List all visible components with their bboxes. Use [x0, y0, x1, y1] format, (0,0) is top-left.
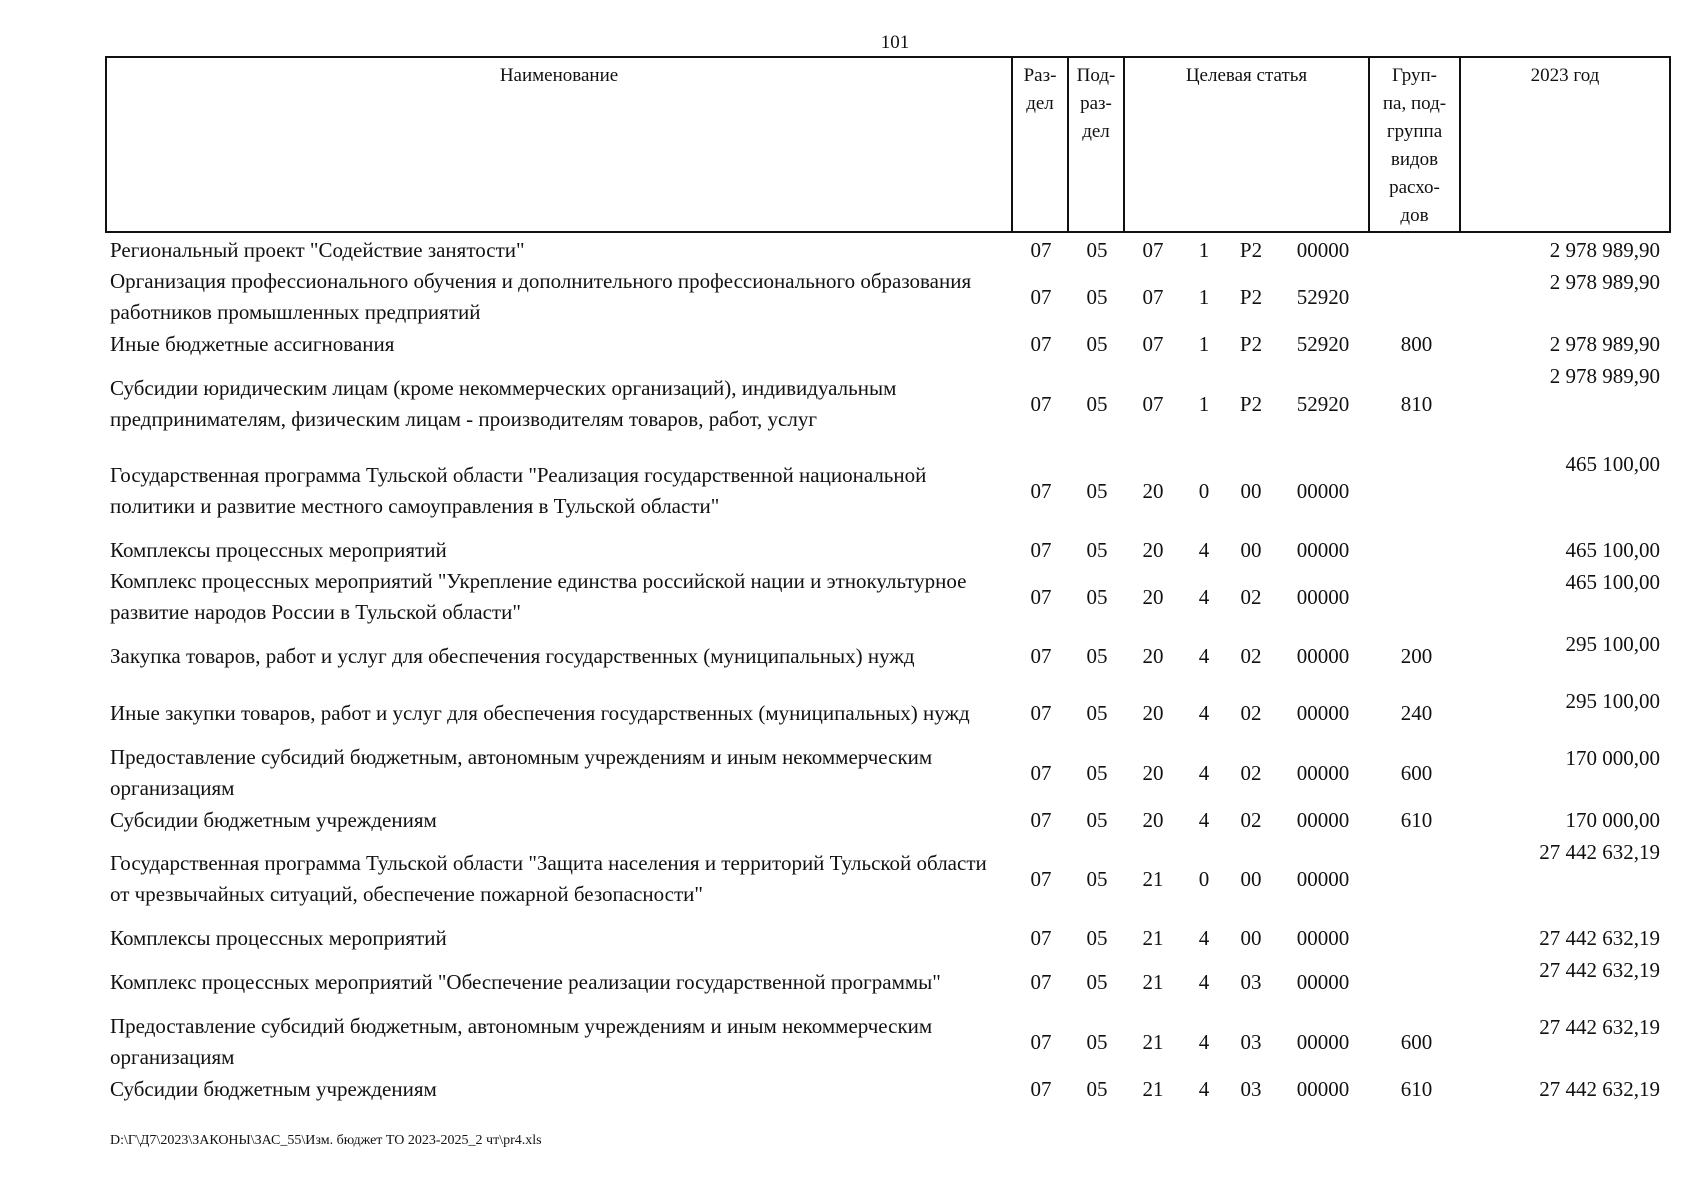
row-cs3: Р2	[1239, 391, 1263, 416]
row-cs2: 1	[1198, 391, 1210, 416]
row-razdel: 07	[1030, 1029, 1052, 1054]
row-name: Государственная программа Тульской области "Защита населения и территорий Тульской области от чрезвычайных ситуаций, обеспечение пожарной безопасности"	[110, 851, 987, 906]
table-row	[105, 534, 1672, 566]
row-cs4: 00000	[1296, 807, 1350, 832]
row-cs3: 00	[1240, 537, 1262, 562]
row-cs4: 00000	[1296, 644, 1350, 668]
row-cs3: 02	[1240, 760, 1262, 785]
row-cs4: 00000	[1296, 237, 1350, 262]
row-podrazdel: 05	[1086, 760, 1108, 785]
row-cs4: 52920	[1296, 284, 1350, 309]
table-row	[105, 566, 1672, 628]
row-amount: 465 100,00	[1565, 570, 1660, 594]
row-name: Комплекс процессных мероприятий "Обеспечение реализации государственной программы"	[110, 970, 941, 994]
row-podrazdel: 05	[1086, 284, 1108, 309]
row-name: Иные закупки товаров, работ и услуг для обеспечения государственных (муниципальных) нужд	[110, 701, 970, 725]
row-razdel: 07	[1030, 807, 1052, 832]
row-vr	[1371, 922, 1462, 954]
row-cs3: 00	[1240, 478, 1262, 503]
row-cs3: 03	[1240, 1029, 1262, 1054]
table-row	[105, 628, 1672, 685]
row-cs1: 21	[1142, 1029, 1164, 1054]
row-name: Субсидии юридическим лицам (кроме некоммерческих организаций), индивидуальным предпринимателям, физическим лицам - производителям товаров, работ, услуг	[110, 376, 897, 431]
row-cs4: 00000	[1296, 478, 1350, 503]
row-amount: 2 978 989,90	[1549, 238, 1660, 262]
row-cs1: 21	[1142, 925, 1164, 950]
row-cs1: 20	[1142, 701, 1164, 725]
row-cs2: 4	[1198, 760, 1210, 785]
row-amount: 2 978 989,90	[1549, 332, 1660, 356]
table-row	[105, 804, 1672, 836]
row-vr: 240	[1400, 701, 1433, 725]
row-cs3: 03	[1240, 1076, 1262, 1101]
row-amount: 27 442 632,19	[1539, 926, 1660, 950]
row-cs4: 00000	[1296, 584, 1350, 609]
row-cs2: 4	[1198, 1029, 1210, 1054]
row-razdel: 07	[1030, 970, 1052, 994]
table-row	[105, 922, 1672, 954]
row-cs3: 00	[1240, 925, 1262, 950]
row-podrazdel: 05	[1086, 237, 1108, 262]
row-razdel: 07	[1030, 237, 1052, 262]
row-name: Организация профессионального обучения и дополнительного профессионального образования работников промышленных предприятий	[110, 269, 972, 324]
row-vr: 200	[1400, 644, 1433, 668]
table-row	[105, 1073, 1672, 1105]
row-amount: 465 100,00	[1565, 452, 1660, 476]
row-cs1: 21	[1142, 970, 1164, 994]
row-cs1: 20	[1142, 760, 1164, 785]
row-vr	[1371, 266, 1462, 328]
row-razdel: 07	[1030, 1076, 1052, 1101]
row-name: Закупка товаров, работ и услуг для обеспечения государственных (муниципальных) нужд	[110, 644, 915, 668]
row-cs4: 00000	[1296, 866, 1350, 891]
row-vr: 600	[1400, 1029, 1433, 1054]
row-amount: 27 442 632,19	[1539, 1077, 1660, 1101]
row-name: Комплексы процессных мероприятий	[110, 925, 447, 950]
row-name: Комплекс процессных мероприятий "Укрепление единства российской нации и этнокультурное развитие народов России в Тульской области"	[110, 569, 967, 624]
row-razdel: 07	[1030, 391, 1052, 416]
row-amount: 2 978 989,90	[1549, 270, 1660, 294]
row-name: Субсидии бюджетным учреждениям	[110, 807, 437, 832]
row-podrazdel: 05	[1086, 807, 1108, 832]
row-razdel: 07	[1030, 584, 1052, 609]
table-row	[105, 954, 1672, 1011]
table-row	[105, 836, 1672, 922]
row-vr: 610	[1400, 1076, 1433, 1101]
row-cs2: 1	[1198, 284, 1210, 309]
row-cs3: 00	[1240, 866, 1262, 891]
row-cs2: 4	[1198, 537, 1210, 562]
file-path-footer: D:\Г\Д7\2023\ЗАКОНЫ\ЗАС_55\Изм. бюджет ТО 2023-2025_2 чт\pr4.xls	[110, 1133, 542, 1148]
row-cs3: Р2	[1239, 237, 1263, 262]
row-cs1: 07	[1142, 284, 1164, 309]
budget-table	[105, 234, 1672, 1105]
row-amount: 27 442 632,19	[1539, 840, 1660, 864]
row-razdel: 07	[1030, 284, 1052, 309]
row-name: Комплексы процессных мероприятий	[110, 537, 447, 562]
header-razdel: Раз- дел	[1012, 57, 1068, 232]
row-cs4: 00000	[1296, 701, 1350, 725]
row-cs2: 0	[1198, 866, 1210, 891]
row-vr	[1371, 234, 1462, 266]
row-cs2: 4	[1198, 925, 1210, 950]
row-cs2: 4	[1198, 584, 1210, 609]
row-razdel: 07	[1030, 537, 1052, 562]
row-cs1: 20	[1142, 478, 1164, 503]
row-cs2: 4	[1198, 1076, 1210, 1101]
row-podrazdel: 05	[1086, 537, 1108, 562]
header-podrazdel: Под- раз- дел	[1068, 57, 1124, 232]
row-cs2: 1	[1198, 331, 1210, 356]
row-cs1: 07	[1142, 331, 1164, 356]
row-razdel: 07	[1030, 866, 1052, 891]
row-razdel: 07	[1030, 331, 1052, 356]
row-cs4: 00000	[1296, 1029, 1350, 1054]
row-cs2: 4	[1198, 970, 1210, 994]
row-vr: 600	[1400, 760, 1433, 785]
table-row	[105, 266, 1672, 328]
row-podrazdel: 05	[1086, 644, 1108, 668]
row-cs4: 00000	[1296, 537, 1350, 562]
row-cs3: Р2	[1239, 284, 1263, 309]
row-cs4: 00000	[1296, 1076, 1350, 1101]
row-vr	[1371, 954, 1462, 1011]
table-row	[105, 360, 1672, 448]
row-cs2: 1	[1198, 237, 1210, 262]
row-amount: 295 100,00	[1565, 689, 1660, 713]
row-vr: 800	[1400, 331, 1433, 356]
row-amount: 170 000,00	[1565, 808, 1660, 832]
row-cs1: 07	[1142, 237, 1164, 262]
row-cs4: 00000	[1296, 760, 1350, 785]
row-cs4: 00000	[1296, 970, 1350, 994]
table-row	[105, 234, 1672, 266]
table-row	[105, 448, 1672, 534]
row-cs4: 00000	[1296, 925, 1350, 950]
row-cs1: 20	[1142, 644, 1164, 668]
row-cs3: 02	[1240, 807, 1262, 832]
row-amount: 170 000,00	[1565, 746, 1660, 770]
row-amount: 27 442 632,19	[1539, 958, 1660, 982]
row-razdel: 07	[1030, 478, 1052, 503]
row-cs3: 02	[1240, 701, 1262, 725]
row-cs2: 4	[1198, 807, 1210, 832]
table-row	[105, 742, 1672, 804]
table-row	[105, 1011, 1672, 1073]
row-podrazdel: 05	[1086, 391, 1108, 416]
row-razdel: 07	[1030, 644, 1052, 668]
row-vr: 810	[1400, 391, 1433, 416]
row-vr	[1371, 448, 1462, 534]
row-podrazdel: 05	[1086, 478, 1108, 503]
header-celevaya-statya: Целевая статья	[1124, 57, 1369, 232]
row-podrazdel: 05	[1086, 970, 1108, 994]
row-razdel: 07	[1030, 925, 1052, 950]
row-vr	[1371, 534, 1462, 566]
row-name: Государственная программа Тульской области "Реализация государственной национальной политики и развитие местного самоуправления в Тульской области"	[110, 463, 927, 518]
row-amount: 27 442 632,19	[1539, 1015, 1660, 1039]
row-vr	[1371, 836, 1462, 922]
row-name: Предоставление субсидий бюджетным, автономным учреждениям и иным некоммерческим организациям	[110, 745, 933, 800]
header-gruppa-vidov-rashodov: Груп- па, под- группа видов расхо- дов	[1369, 57, 1460, 232]
row-podrazdel: 05	[1086, 331, 1108, 356]
row-cs3: Р2	[1239, 331, 1263, 356]
row-cs1: 20	[1142, 537, 1164, 562]
row-podrazdel: 05	[1086, 584, 1108, 609]
row-cs1: 21	[1142, 866, 1164, 891]
page-number: 101	[880, 32, 910, 53]
header-name: Наименование	[106, 57, 1012, 232]
row-cs2: 4	[1198, 701, 1210, 725]
row-cs3: 02	[1240, 584, 1262, 609]
row-name: Региональный проект "Содействие занятости"	[110, 237, 525, 262]
row-podrazdel: 05	[1086, 1076, 1108, 1101]
table-header	[105, 56, 1671, 233]
header-year: 2023 год	[1460, 57, 1670, 232]
row-razdel: 07	[1030, 760, 1052, 785]
row-name: Иные бюджетные ассигнования	[110, 331, 395, 356]
row-vr	[1371, 566, 1462, 628]
row-cs1: 20	[1142, 807, 1164, 832]
row-name: Предоставление субсидий бюджетным, автономным учреждениям и иным некоммерческим организациям	[110, 1014, 933, 1069]
row-amount: 295 100,00	[1565, 632, 1660, 656]
row-cs1: 21	[1142, 1076, 1164, 1101]
row-cs2: 0	[1198, 478, 1210, 503]
row-cs2: 4	[1198, 644, 1210, 668]
row-cs1: 20	[1142, 584, 1164, 609]
row-razdel: 07	[1030, 701, 1052, 725]
row-podrazdel: 05	[1086, 925, 1108, 950]
row-vr: 610	[1400, 807, 1433, 832]
row-amount: 465 100,00	[1565, 538, 1660, 562]
row-cs3: 03	[1240, 970, 1262, 994]
table-row	[105, 328, 1672, 360]
row-cs4: 52920	[1296, 391, 1350, 416]
row-amount: 2 978 989,90	[1549, 364, 1660, 388]
row-cs3: 02	[1240, 644, 1262, 668]
row-cs4: 52920	[1296, 331, 1350, 356]
row-name: Субсидии бюджетным учреждениям	[110, 1076, 437, 1101]
row-podrazdel: 05	[1086, 1029, 1108, 1054]
row-podrazdel: 05	[1086, 866, 1108, 891]
table-row	[105, 685, 1672, 742]
row-podrazdel: 05	[1086, 701, 1108, 725]
row-cs1: 07	[1142, 391, 1164, 416]
